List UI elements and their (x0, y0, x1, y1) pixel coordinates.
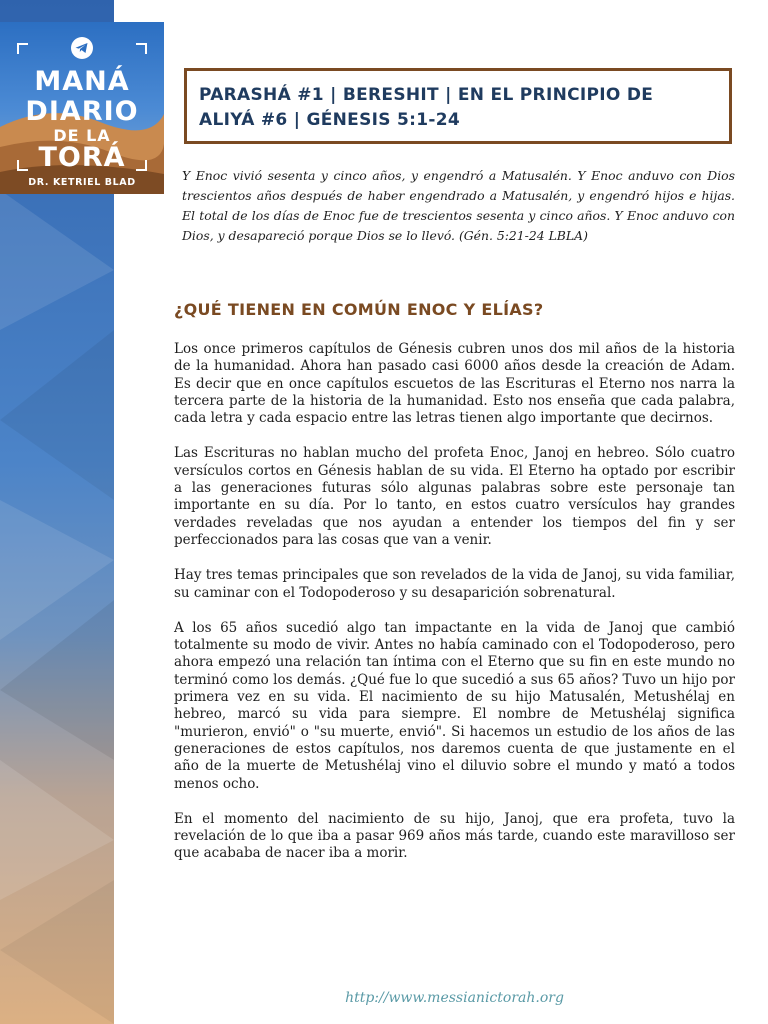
footer-website-link[interactable]: http://www.messianictorah.org (345, 990, 564, 1006)
paragraph-3: Hay tres temas principales que son revelados de la vida de Janoj, su vida familiar, su caminar con el Todopoderoso y su desaparición sobrenatural. (174, 567, 735, 601)
paragraph-5: En el momento del nacimiento de su hijo, Janoj, que era profeta, tuvo la revelación de lo que iba a pasar 969 años más tarde, cuando este maravilloso ser que acababa de nacer iba a morir. (174, 810, 735, 862)
title-line-aliya: ALIYÁ #6 | GÉNESIS 5:1-24 (199, 110, 460, 130)
logo-line-mana: MANÁ (34, 66, 130, 97)
telegram-icon (70, 36, 94, 60)
logo-line-diario: DIARIO (25, 96, 139, 127)
title-line-parasha: PARASHÁ #1 | BERESHIT | EN EL PRINCIPIO DE (199, 85, 654, 105)
paragraph-1: Los once primeros capítulos de Génesis cubren unos dos mil años de la historia de la humanidad. Ahora han pasado casi 6000 años desde la creación de Adam. Es decir que en once capítulos escuetos de las Escrituras el Eterno nos narra la tercera parte de la historia de la humanidad. Esto nos enseña que cada palabra, cada letra y cada espacio entre las letras tienen algo importante que decirnos. (174, 341, 735, 427)
logo-line-de-la: DE LA (53, 126, 111, 145)
logo-author: DR. KETRIEL BLAD (28, 177, 136, 188)
paragraph-2: Las Escrituras no hablan mucho del profeta Enoc, Janoj en hebreo. Sólo cuatro versículos cortos en Génesis hablan de su vida. El Eterno ha optado por escribir a las generaciones futuras sólo algunas palabras sobre este personaje tan importante en su día. Por lo tanto, en estos cuatro versículos hay grandes verdades reveladas que nos ayudan a entender los tiempos del fin y ser perfeccionados para las cosas que van a venir. (174, 445, 735, 548)
section-heading: ¿QUÉ TIENEN EN COMÚN ENOC Y ELÍAS? (174, 300, 544, 319)
paragraph-4: A los 65 años sucedió algo tan impactante en la vida de Janoj que cambió totalmente su modo de vivir. Antes no había caminado con el Todopoderoso, pero ahora empezó una relación tan íntima con el Eterno que su fin en este mundo no terminó como los demás. ¿Qué fue lo que sucedió a sus 65 años? Tuvo un hijo por primera vez en su vida. El nacimiento de su hijo Matusalén, Metushélaj en hebreo, marcó su vida para siempre. El nombre de Metushélaj significa "murieron, envió" o "su muerte, envió". Si hacemos un estudio de los años de las generaciones de estos capítulos, nos daremos cuenta de que justamente en el año de la muerte de Metushélaj vino el diluvio sobre el mundo y mató a todos menos ocho. (174, 619, 735, 792)
article-body (174, 341, 735, 881)
mana-diario-logo (0, 22, 164, 194)
title-box (184, 68, 732, 144)
logo-line-tora: TORÁ (38, 142, 126, 173)
scripture-quote: Y Enoc vivió sesenta y cinco años, y engendró a Matusalén. Y Enoc anduvo con Dios trescientos años después de haber engendrado a Matusalén, y engendró hijos e hijas. El total de los días de Enoc fue de trescientos sesenta y cinco años. Y Enoc anduvo con Dios, y desapareció porque Dios se lo llevó. (Gén. 5:21-24 LBLA) (182, 168, 735, 243)
